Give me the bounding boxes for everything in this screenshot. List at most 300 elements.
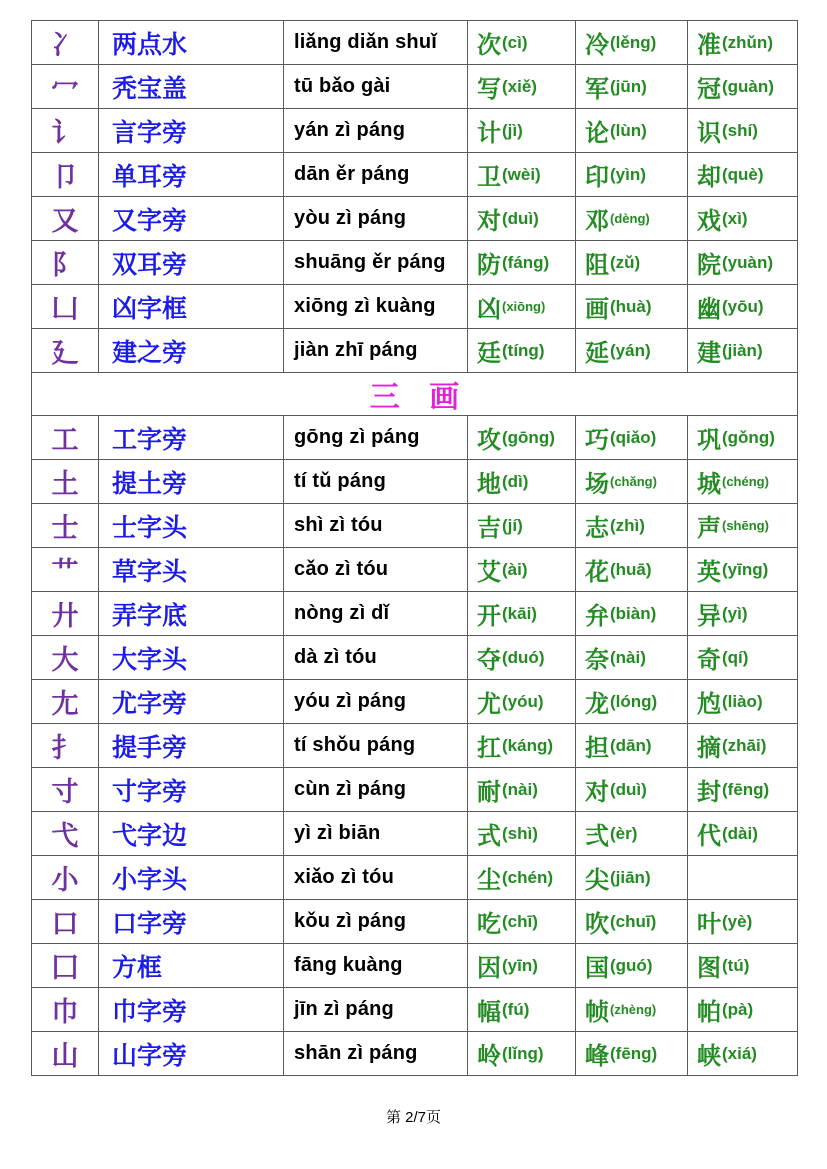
example-hanzi: 准 xyxy=(697,33,721,59)
example-pinyin: (yì) xyxy=(722,603,748,623)
radical-pinyin-cell xyxy=(284,812,468,856)
radical-name: 弄字底 xyxy=(112,602,188,630)
example-pinyin: (shí) xyxy=(722,120,758,140)
example-pinyin: (qiǎo) xyxy=(610,427,657,447)
example-pinyin: (yìn) xyxy=(610,164,646,184)
radical-cell xyxy=(32,460,99,504)
example-pinyin: (chǎng) xyxy=(610,474,657,489)
radical-pinyin-cell xyxy=(284,416,468,460)
radical-pinyin-cell xyxy=(284,65,468,109)
example-hanzi: 尤 xyxy=(477,692,501,718)
radical-glyph: 寸 xyxy=(51,777,79,807)
example-cell xyxy=(468,988,576,1032)
radical-pinyin-cell xyxy=(284,900,468,944)
radical-pinyin-cell xyxy=(284,636,468,680)
radical-name: 秃宝盖 xyxy=(112,75,188,103)
radical-pinyin-cell xyxy=(284,988,468,1032)
example-hanzi: 吹 xyxy=(585,912,609,938)
example-cell xyxy=(576,416,688,460)
example-hanzi: 巩 xyxy=(697,428,721,454)
radical-pinyin: tí shǒu páng xyxy=(294,734,416,756)
radical-cell xyxy=(32,636,99,680)
example-hanzi: 戏 xyxy=(697,209,721,235)
table-row xyxy=(32,197,798,241)
radical-cell xyxy=(32,504,99,548)
example-cell xyxy=(688,197,798,241)
radical-pinyin: liǎng diǎn shuǐ xyxy=(294,31,438,53)
radical-name-cell xyxy=(99,460,284,504)
example-cell xyxy=(576,241,688,285)
example-hanzi: 城 xyxy=(697,472,721,498)
radical-glyph: 冫 xyxy=(51,30,79,60)
radical-pinyin: cǎo zì tóu xyxy=(294,558,389,580)
example-pinyin: (jūn) xyxy=(610,76,647,96)
example-hanzi: 幅 xyxy=(477,1000,501,1026)
table-row xyxy=(32,21,798,65)
table-row xyxy=(32,329,798,373)
radical-glyph: 口 xyxy=(51,909,79,939)
table-row xyxy=(32,548,798,592)
example-hanzi: 军 xyxy=(585,77,609,103)
radical-name-cell xyxy=(99,592,284,636)
example-cell xyxy=(576,109,688,153)
example-pinyin: (jì) xyxy=(502,120,523,140)
example-cell xyxy=(688,329,798,373)
example-pinyin: (tíng) xyxy=(502,340,545,360)
example-cell xyxy=(468,285,576,329)
example-cell xyxy=(468,680,576,724)
table-row xyxy=(32,285,798,329)
example-pinyin: (yè) xyxy=(722,911,753,931)
radical-pinyin: shān zì páng xyxy=(294,1042,418,1064)
radical-glyph: 冖 xyxy=(51,74,79,104)
radical-name-cell xyxy=(99,812,284,856)
example-pinyin: (chuī) xyxy=(610,911,657,931)
example-cell xyxy=(468,636,576,680)
example-pinyin: (liào) xyxy=(722,691,763,711)
example-cell xyxy=(576,285,688,329)
radical-pinyin-cell xyxy=(284,768,468,812)
example-cell xyxy=(468,548,576,592)
example-hanzi: 凶 xyxy=(477,297,501,323)
radical-pinyin-cell xyxy=(284,680,468,724)
example-pinyin: (chéng) xyxy=(722,474,769,489)
example-hanzi: 封 xyxy=(697,780,721,806)
radical-glyph: 小 xyxy=(51,865,79,895)
radical-name-cell xyxy=(99,724,284,768)
example-cell xyxy=(468,812,576,856)
table-row xyxy=(32,416,798,460)
example-hanzi: 奇 xyxy=(697,648,721,674)
example-pinyin: (káng) xyxy=(502,735,553,755)
radical-name-cell xyxy=(99,680,284,724)
example-hanzi: 夺 xyxy=(477,648,501,674)
radical-name-cell xyxy=(99,856,284,900)
example-hanzi: 对 xyxy=(477,209,501,235)
example-pinyin: (cì) xyxy=(502,32,528,52)
radical-cell xyxy=(32,680,99,724)
radical-cell xyxy=(32,285,99,329)
example-pinyin: (fáng) xyxy=(502,252,550,272)
radical-name: 寸字旁 xyxy=(112,778,188,806)
radical-pinyin: yán zì páng xyxy=(294,119,406,141)
radical-name-cell xyxy=(99,944,284,988)
example-cell xyxy=(688,900,798,944)
example-cell xyxy=(468,65,576,109)
example-hanzi: 峡 xyxy=(697,1044,721,1070)
radical-pinyin-cell xyxy=(284,724,468,768)
example-hanzi: 叶 xyxy=(697,912,721,938)
page-number: 第 2/7页 xyxy=(385,1109,442,1126)
example-hanzi: 计 xyxy=(477,121,501,147)
radical-pinyin-cell xyxy=(284,197,468,241)
example-pinyin: (gōng) xyxy=(502,427,555,447)
example-pinyin: (nài) xyxy=(610,647,646,667)
section-header-label: 三 画 xyxy=(369,381,460,414)
example-pinyin: (nài) xyxy=(502,779,538,799)
example-hanzi: 花 xyxy=(585,560,609,586)
example-pinyin: (jiàn) xyxy=(722,340,763,360)
radical-name: 单耳旁 xyxy=(112,163,188,191)
radical-name: 尤字旁 xyxy=(112,690,188,718)
table-row xyxy=(32,988,798,1032)
example-cell xyxy=(688,636,798,680)
example-hanzi: 邓 xyxy=(585,209,609,235)
radical-name-cell xyxy=(99,109,284,153)
table-row xyxy=(32,504,798,548)
example-pinyin: (shì) xyxy=(502,823,538,843)
radical-cell xyxy=(32,812,99,856)
radical-glyph: 囗 xyxy=(51,953,79,983)
example-pinyin: (biàn) xyxy=(610,603,657,623)
table-row xyxy=(32,768,798,812)
example-cell xyxy=(576,460,688,504)
example-cell xyxy=(576,680,688,724)
example-cell xyxy=(576,900,688,944)
radical-cell xyxy=(32,65,99,109)
radical-cell xyxy=(32,1032,99,1076)
radical-name: 两点水 xyxy=(112,31,188,59)
example-hanzi: 画 xyxy=(585,297,609,323)
example-pinyin: (chī) xyxy=(502,911,538,931)
example-hanzi: 建 xyxy=(697,341,721,367)
table-row xyxy=(32,944,798,988)
example-cell xyxy=(688,548,798,592)
example-hanzi: 廷 xyxy=(477,341,501,367)
example-cell xyxy=(576,329,688,373)
example-pinyin: (wèi) xyxy=(502,164,541,184)
radical-name: 山字旁 xyxy=(112,1042,188,1070)
example-pinyin: (xiá) xyxy=(722,1043,757,1063)
radical-pinyin: nòng zì dǐ xyxy=(294,602,390,624)
example-cell xyxy=(688,416,798,460)
example-cell xyxy=(688,856,798,900)
radical-name: 凶字框 xyxy=(112,295,188,323)
example-pinyin: (duó) xyxy=(502,647,545,667)
example-pinyin: (duì) xyxy=(610,779,647,799)
example-cell xyxy=(688,504,798,548)
radical-name-cell xyxy=(99,285,284,329)
example-pinyin: (jí) xyxy=(502,515,523,535)
example-pinyin: (huà) xyxy=(610,296,652,316)
radical-glyph: 廾 xyxy=(51,601,79,631)
radical-glyph: 土 xyxy=(51,469,79,499)
radical-name: 方框 xyxy=(112,954,163,982)
radical-glyph: 尢 xyxy=(51,689,79,719)
radical-name-cell xyxy=(99,416,284,460)
section-header-row xyxy=(32,373,798,416)
radical-pinyin-cell xyxy=(284,504,468,548)
radical-pinyin: shì zì tóu xyxy=(294,514,383,536)
example-hanzi: 担 xyxy=(585,736,609,762)
radical-name-cell xyxy=(99,768,284,812)
example-hanzi: 吃 xyxy=(477,912,501,938)
radical-name-cell xyxy=(99,1032,284,1076)
radical-name: 提手旁 xyxy=(112,734,188,762)
radical-glyph: 士 xyxy=(51,513,79,543)
example-hanzi: 对 xyxy=(585,780,609,806)
radical-name-cell xyxy=(99,153,284,197)
radical-pinyin: xiōng zì kuàng xyxy=(294,295,436,317)
radical-name-cell xyxy=(99,241,284,285)
radical-pinyin-cell xyxy=(284,329,468,373)
example-hanzi: 识 xyxy=(697,121,721,147)
table-row xyxy=(32,900,798,944)
example-pinyin: (shēng) xyxy=(722,518,769,533)
radical-pinyin: kǒu zì páng xyxy=(294,910,407,932)
example-hanzi: 地 xyxy=(477,472,501,498)
example-pinyin: (yóu) xyxy=(502,691,544,711)
example-cell xyxy=(468,504,576,548)
example-hanzi: 峰 xyxy=(585,1044,609,1070)
radical-cell xyxy=(32,900,99,944)
example-hanzi: 奈 xyxy=(585,648,609,674)
example-cell xyxy=(688,285,798,329)
example-cell xyxy=(688,241,798,285)
example-pinyin: (yīng) xyxy=(722,559,769,579)
radical-pinyin-cell xyxy=(284,1032,468,1076)
example-pinyin: (dì) xyxy=(502,471,529,491)
example-cell xyxy=(688,21,798,65)
table-row xyxy=(32,812,798,856)
example-hanzi: 冷 xyxy=(585,33,609,59)
table-row xyxy=(32,592,798,636)
radical-glyph: 扌 xyxy=(51,733,79,763)
table-row xyxy=(32,636,798,680)
radical-name-cell xyxy=(99,197,284,241)
radical-cell xyxy=(32,856,99,900)
example-pinyin: (jiān) xyxy=(610,867,651,887)
radical-name: 工字旁 xyxy=(112,426,188,454)
table-row xyxy=(32,153,798,197)
example-pinyin: (dài) xyxy=(722,823,758,843)
example-pinyin: (chén) xyxy=(502,867,553,887)
example-pinyin: (huā) xyxy=(610,559,652,579)
radical-cell xyxy=(32,548,99,592)
example-cell xyxy=(468,197,576,241)
example-cell xyxy=(576,504,688,548)
radical-cell xyxy=(32,724,99,768)
example-pinyin: (lǐng) xyxy=(502,1043,544,1063)
example-hanzi: 龙 xyxy=(585,692,609,718)
example-pinyin: (lóng) xyxy=(610,691,658,711)
radical-pinyin: yì zì biān xyxy=(294,822,381,844)
example-cell xyxy=(468,21,576,65)
radical-name: 建之旁 xyxy=(112,339,188,367)
radical-pinyin-cell xyxy=(284,153,468,197)
example-cell xyxy=(576,636,688,680)
example-pinyin: (kāi) xyxy=(502,603,537,623)
example-pinyin: (dān) xyxy=(610,735,652,755)
example-pinyin: (què) xyxy=(722,164,764,184)
radical-glyph: 弋 xyxy=(51,821,79,851)
example-hanzi: 印 xyxy=(585,165,609,191)
example-hanzi: 帧 xyxy=(585,1000,609,1026)
example-hanzi: 防 xyxy=(477,253,501,279)
example-hanzi: 论 xyxy=(585,121,609,147)
radical-pinyin: dān ěr páng xyxy=(294,163,410,185)
example-hanzi: 耐 xyxy=(477,780,501,806)
radical-cell xyxy=(32,197,99,241)
example-cell xyxy=(576,153,688,197)
radical-cell xyxy=(32,329,99,373)
example-cell xyxy=(468,856,576,900)
radical-glyph: 大 xyxy=(51,645,79,675)
radical-pinyin: tū bǎo gài xyxy=(294,75,391,97)
radical-cell xyxy=(32,768,99,812)
table-row xyxy=(32,1032,798,1076)
example-pinyin: (zhǔn) xyxy=(722,32,773,52)
example-hanzi: 岭 xyxy=(477,1044,501,1070)
example-hanzi: 声 xyxy=(697,516,721,542)
radical-cell xyxy=(32,109,99,153)
radical-name-cell xyxy=(99,329,284,373)
example-cell xyxy=(468,109,576,153)
radical-pinyin: yòu zì páng xyxy=(294,207,407,229)
example-hanzi: 攻 xyxy=(477,428,501,454)
example-hanzi: 冠 xyxy=(697,77,721,103)
example-hanzi: 式 xyxy=(477,824,501,850)
example-cell xyxy=(468,768,576,812)
radical-name-cell xyxy=(99,21,284,65)
example-cell xyxy=(576,988,688,1032)
radical-cell xyxy=(32,416,99,460)
radical-pinyin-cell xyxy=(284,944,468,988)
radical-name-cell xyxy=(99,504,284,548)
radical-name-cell xyxy=(99,65,284,109)
example-hanzi: 院 xyxy=(697,253,721,279)
table-row xyxy=(32,460,798,504)
example-cell xyxy=(468,329,576,373)
radical-pinyin-cell xyxy=(284,21,468,65)
table-row xyxy=(32,724,798,768)
example-cell xyxy=(576,65,688,109)
radical-glyph: 讠 xyxy=(51,118,79,148)
example-hanzi: 延 xyxy=(585,341,609,367)
radical-name: 双耳旁 xyxy=(112,251,188,279)
example-pinyin: (guàn) xyxy=(722,76,774,96)
radical-pinyin-cell xyxy=(284,856,468,900)
example-pinyin: (yán) xyxy=(610,340,651,360)
radical-glyph: 阝 xyxy=(51,250,79,280)
radical-pinyin: jiàn zhī páng xyxy=(294,339,418,361)
radical-cell xyxy=(32,241,99,285)
radical-pinyin-cell xyxy=(284,460,468,504)
table-row xyxy=(32,680,798,724)
example-pinyin: (lùn) xyxy=(610,120,647,140)
example-cell xyxy=(468,592,576,636)
radical-pinyin-cell xyxy=(284,285,468,329)
example-hanzi: 弍 xyxy=(585,824,609,850)
example-hanzi: 代 xyxy=(697,824,721,850)
radical-pinyin: xiǎo zì tóu xyxy=(294,866,394,888)
radical-pinyin-cell xyxy=(284,592,468,636)
example-cell xyxy=(688,680,798,724)
example-hanzi: 异 xyxy=(697,604,721,630)
example-hanzi: 尖 xyxy=(585,868,609,894)
example-pinyin: (zǔ) xyxy=(610,252,641,272)
example-hanzi: 次 xyxy=(477,33,501,59)
example-pinyin: (fú) xyxy=(502,999,530,1019)
example-cell xyxy=(688,460,798,504)
example-pinyin: (zhāi) xyxy=(722,735,767,755)
radical-name: 口字旁 xyxy=(112,910,188,938)
example-hanzi: 开 xyxy=(477,604,501,630)
example-cell xyxy=(576,944,688,988)
example-cell xyxy=(468,153,576,197)
example-cell xyxy=(576,768,688,812)
example-hanzi: 帕 xyxy=(697,1000,721,1026)
example-pinyin: (ài) xyxy=(502,559,528,579)
example-cell xyxy=(688,592,798,636)
radical-cell xyxy=(32,592,99,636)
example-pinyin: (zhèng) xyxy=(610,1002,657,1017)
radical-name: 言字旁 xyxy=(112,119,188,147)
example-cell xyxy=(468,724,576,768)
example-pinyin: (tú) xyxy=(722,955,750,975)
example-hanzi: 巧 xyxy=(585,428,609,454)
example-cell xyxy=(688,153,798,197)
example-pinyin: (gǒng) xyxy=(722,427,775,447)
radical-glyph: 又 xyxy=(51,206,79,236)
radical-glyph: 廴 xyxy=(51,338,79,368)
example-pinyin: (fēng) xyxy=(722,779,770,799)
example-cell xyxy=(576,812,688,856)
example-pinyin: (yuàn) xyxy=(722,252,773,272)
radical-pinyin: yóu zì páng xyxy=(294,690,407,712)
example-hanzi: 尘 xyxy=(477,868,501,894)
example-pinyin: (guó) xyxy=(610,955,653,975)
example-cell xyxy=(576,856,688,900)
example-cell xyxy=(468,944,576,988)
example-cell xyxy=(688,1032,798,1076)
radical-glyph: 卩 xyxy=(51,162,79,192)
radical-name: 提土旁 xyxy=(112,470,188,498)
table-row xyxy=(32,109,798,153)
example-cell xyxy=(688,988,798,1032)
example-cell xyxy=(576,197,688,241)
example-pinyin: (yōu) xyxy=(722,296,764,316)
example-hanzi: 英 xyxy=(697,560,721,586)
example-cell xyxy=(468,460,576,504)
radical-name: 弋字边 xyxy=(112,822,188,850)
example-pinyin: (duì) xyxy=(502,208,539,228)
example-hanzi: 场 xyxy=(585,472,609,498)
example-hanzi: 志 xyxy=(585,516,609,542)
example-cell xyxy=(576,548,688,592)
example-hanzi: 摘 xyxy=(697,736,721,762)
example-cell xyxy=(688,109,798,153)
